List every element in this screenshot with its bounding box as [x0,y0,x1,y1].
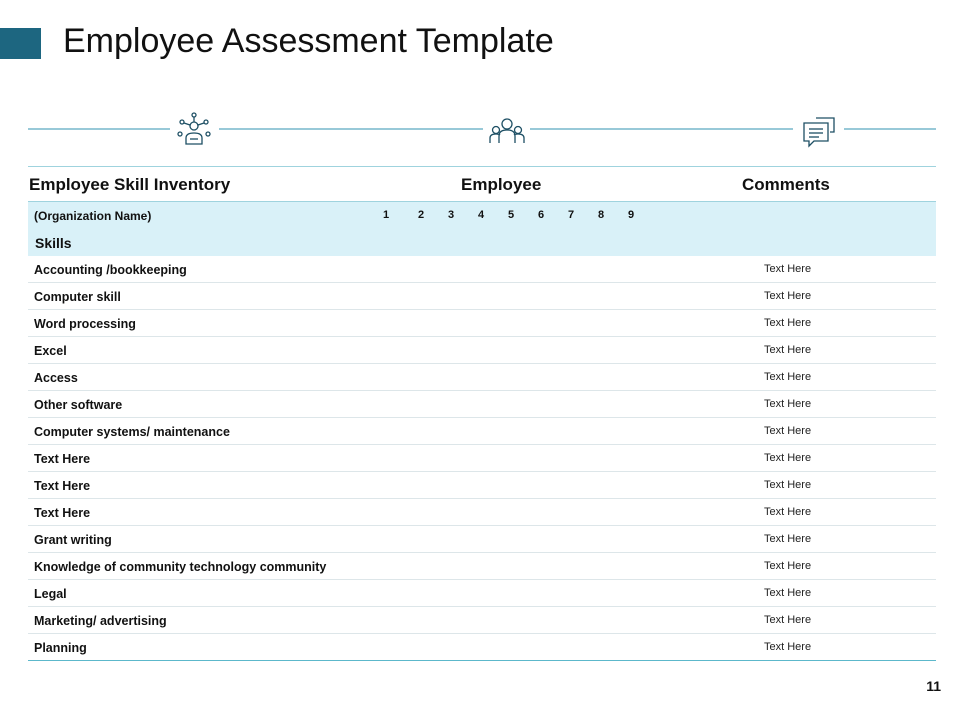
comment-text: Text Here [764,614,812,626]
skill-name: Other software [34,398,123,412]
comment-text: Text Here [764,533,812,545]
header-employee: Employee [461,175,542,194]
table-row [28,337,936,364]
skill-name: Computer skill [34,290,121,304]
table-row [28,391,936,418]
table-row [28,364,936,391]
comment-text: Text Here [764,479,812,491]
chat-bubbles-icon [804,118,834,146]
organization-name-label: (Organization Name) [34,209,152,223]
table-row [28,553,936,580]
comment-text: Text Here [764,587,812,599]
skill-name: Computer systems/ maintenance [34,425,230,439]
comment-text: Text Here [764,425,812,437]
scale-number: 6 [537,209,545,221]
table-row [28,418,936,445]
table-body [28,256,936,661]
table-row [28,310,936,337]
skill-name: Legal [34,587,67,601]
comment-text: Text Here [764,371,812,383]
skill-name: Word processing [34,317,136,331]
comment-text: Text Here [764,344,812,356]
rating-scale [28,209,936,225]
skill-name: Accounting /bookkeeping [34,263,187,277]
comment-text: Text Here [764,560,812,572]
skill-name: Knowledge of community technology community [34,560,327,574]
comment-text: Text Here [764,641,812,653]
scale-number: 2 [417,209,425,221]
skill-name: Marketing/ advertising [34,614,167,628]
header-inventory: Employee Skill Inventory [29,175,231,194]
table-row [28,499,936,526]
scale-number: 7 [567,209,575,221]
table-row [28,607,936,634]
skill-name: Text Here [34,452,91,466]
scale-number: 8 [597,209,605,221]
skill-name: Excel [34,344,67,358]
skill-name: Grant writing [34,533,112,547]
skill-name: Planning [34,641,87,655]
network-person-icon [178,113,210,144]
table-row [28,526,936,553]
skill-name: Text Here [34,479,91,493]
table-header [28,166,936,202]
skill-inventory-table [28,166,936,661]
comment-text: Text Here [764,398,812,410]
page-number: 11 [926,678,941,694]
comment-text: Text Here [764,290,812,302]
scale-number: 3 [447,209,455,221]
title-accent-block [0,28,41,59]
table-row [28,283,936,310]
scale-number: 9 [627,209,635,221]
skills-label: Skills [35,235,72,251]
table-row [28,580,936,607]
scale-number: 5 [507,209,515,221]
scale-number: 1 [382,209,390,221]
table-subheader [28,202,936,256]
skill-name: Access [34,371,78,385]
table-row [28,634,936,661]
icon-divider-row [0,108,960,154]
comment-text: Text Here [764,263,812,275]
table-row [28,256,936,283]
team-icon [490,119,524,143]
table-row [28,445,936,472]
header-comments: Comments [742,175,830,194]
page-title: Employee Assessment Template [63,22,554,60]
scale-number: 4 [477,209,485,221]
comment-text: Text Here [764,452,812,464]
comment-text: Text Here [764,317,812,329]
table-row [28,472,936,499]
skill-name: Text Here [34,506,91,520]
comment-text: Text Here [764,506,812,518]
